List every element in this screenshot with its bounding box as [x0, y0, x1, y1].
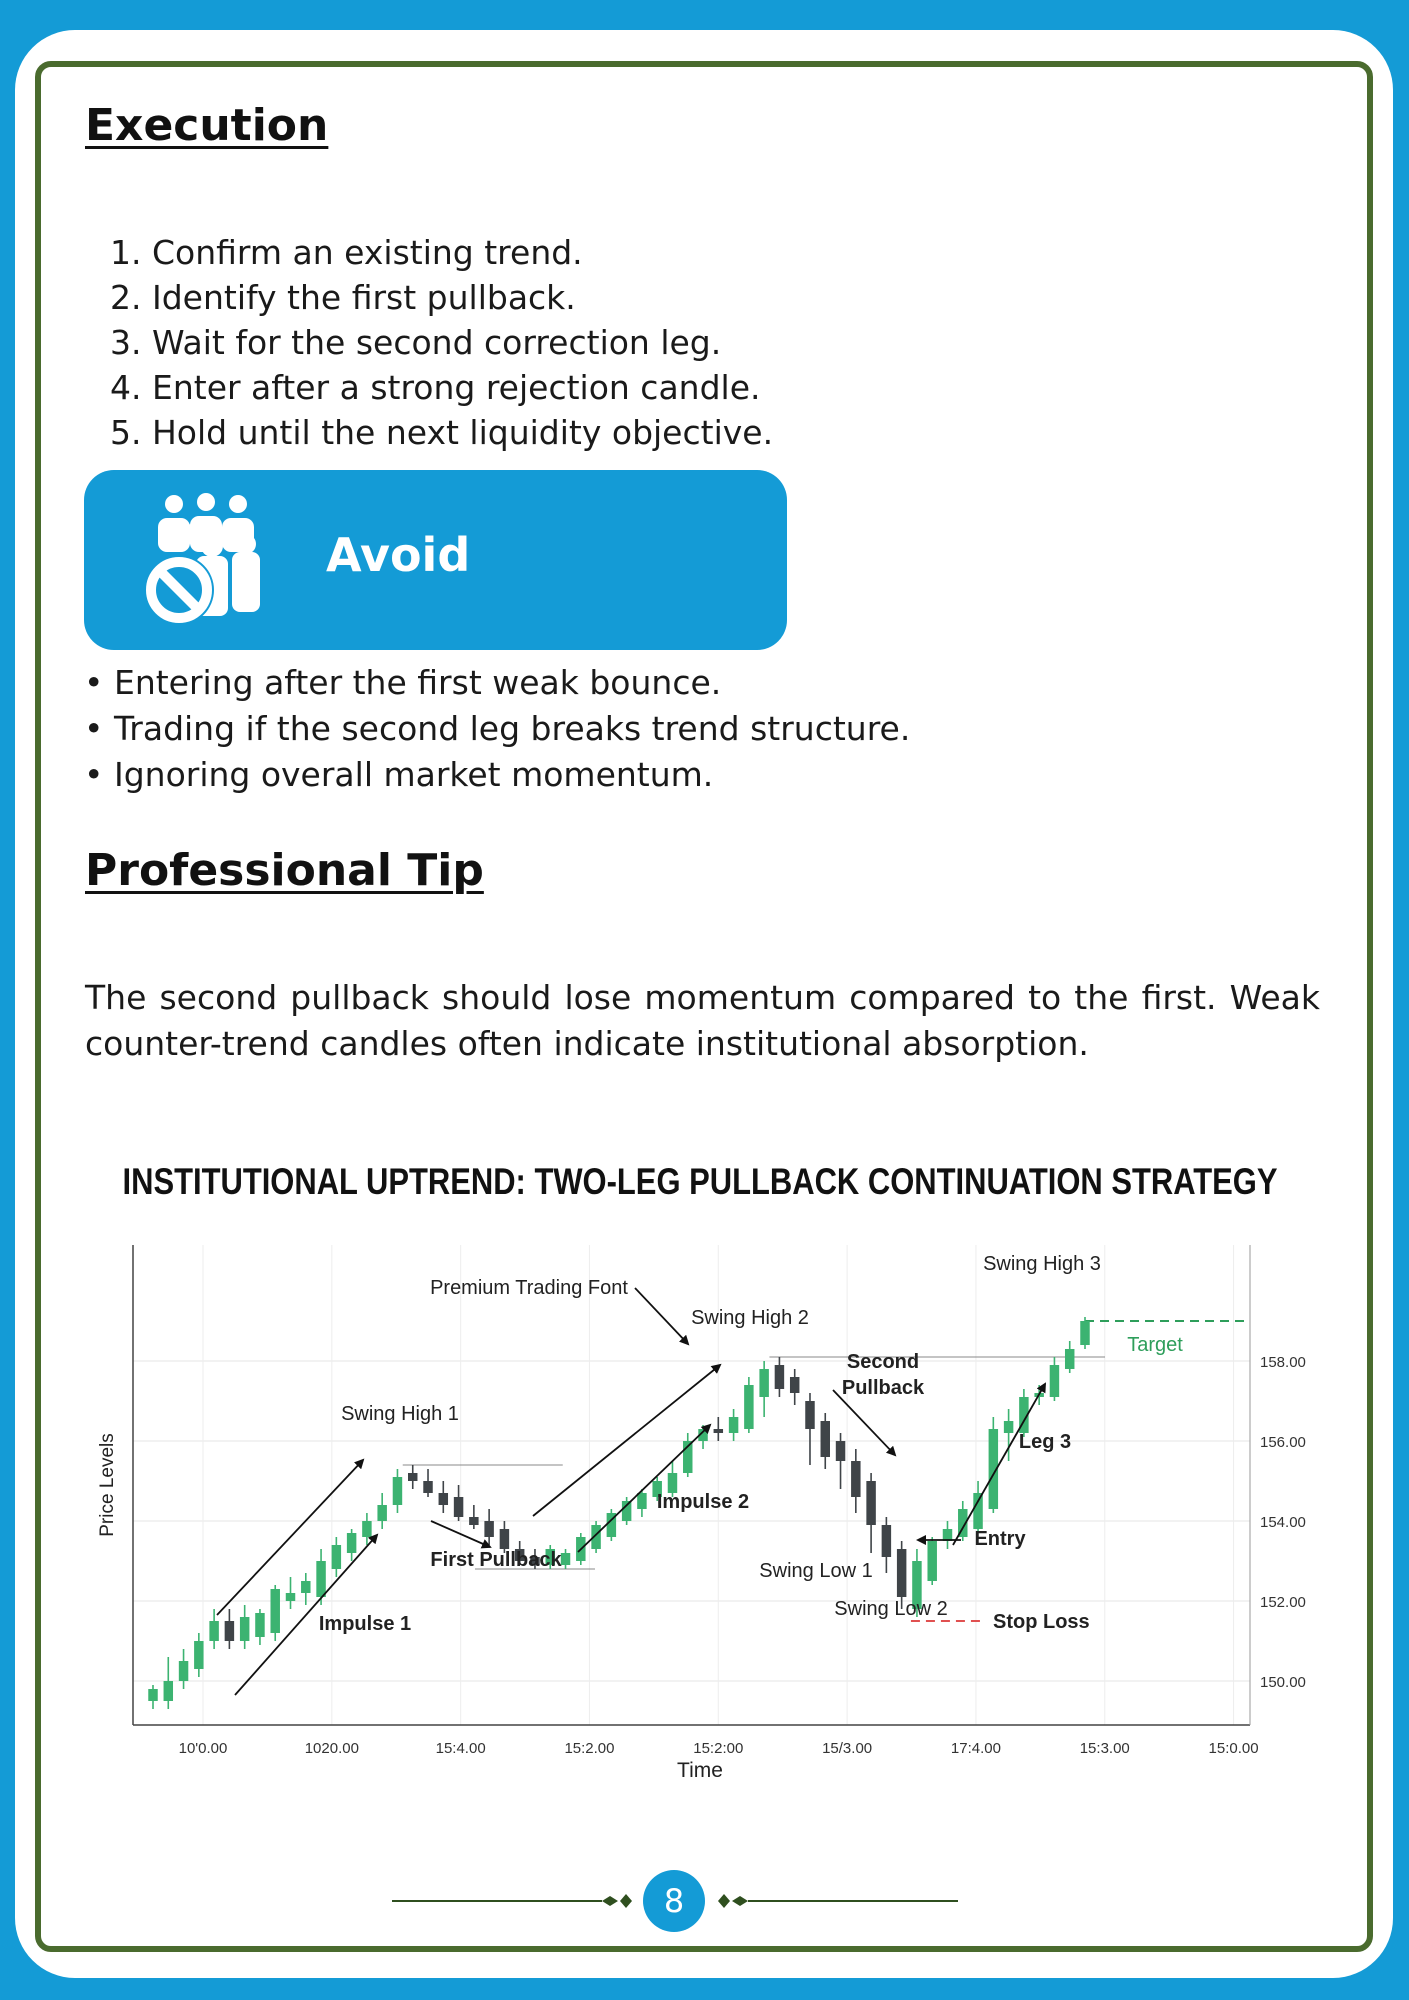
candle-body — [637, 1493, 646, 1509]
candle-body — [194, 1641, 203, 1669]
candle-body — [347, 1533, 356, 1553]
avoid-list — [84, 660, 910, 798]
candle-bearish — [469, 1505, 478, 1529]
level-label-stop: Stop Loss — [993, 1611, 1090, 1633]
candle-body — [423, 1481, 432, 1493]
candle-bearish — [866, 1473, 875, 1553]
candle-body — [1065, 1349, 1074, 1369]
candle-bullish — [316, 1549, 325, 1605]
candle-bullish — [1080, 1317, 1089, 1349]
y-axis-label: Price Levels — [97, 1433, 118, 1537]
candle-body — [316, 1561, 325, 1597]
annotation-swing-low-2: Swing Low 2 — [834, 1598, 948, 1620]
candle-body — [744, 1385, 753, 1429]
candle-bearish — [775, 1357, 784, 1397]
candle-body — [973, 1493, 982, 1529]
avoid-item-text: Ignoring overall market momentum. — [113, 755, 714, 794]
candle-bullish — [301, 1573, 310, 1605]
candle-body — [332, 1545, 341, 1569]
avoid-item: • Ignoring overall market momentum. — [84, 755, 714, 794]
candle-body — [377, 1505, 386, 1521]
candle-body — [286, 1593, 295, 1601]
chart-levels — [403, 1321, 1250, 1633]
candle-body — [821, 1421, 830, 1457]
candle-bearish — [454, 1485, 463, 1521]
step-item: 5. Hold until the next liquidity objective. — [110, 413, 774, 452]
candle-body — [714, 1429, 723, 1433]
candle-body — [561, 1553, 570, 1565]
strategy-chart — [75, 1125, 1333, 1815]
x-tick-label: 15:3.00 — [1079, 1740, 1130, 1757]
candle-body — [729, 1417, 738, 1433]
annotation-impulse-1: Impulse 1 — [318, 1613, 412, 1635]
chart-svg — [75, 1125, 1333, 1815]
candle-body — [408, 1473, 417, 1481]
x-tick-label: 15:2.00 — [564, 1740, 615, 1757]
candle-body — [500, 1529, 509, 1549]
arrow-impulse-2b — [578, 1425, 710, 1552]
candle-bullish — [179, 1649, 188, 1689]
candle-bullish — [194, 1633, 203, 1677]
annotation-second-pullback — [842, 1351, 925, 1399]
candle-body — [836, 1441, 845, 1461]
candle-bearish — [408, 1465, 417, 1489]
candle-body — [897, 1549, 906, 1597]
y-tick-label: 150.00 — [1260, 1674, 1306, 1691]
step-text: Confirm an existing trend. — [151, 233, 583, 272]
page-footer — [392, 1870, 958, 1930]
candle-bullish — [148, 1685, 157, 1709]
tip-paragraph: The second pullback should lose momentum compared to the first. Weak counter-trend candles often indicate institutional absorption. — [85, 978, 1320, 1063]
candle-bearish — [439, 1481, 448, 1513]
candle-body — [484, 1521, 493, 1537]
candle-bullish — [943, 1521, 952, 1549]
avoid-item: • Entering after the first weak bounce. — [84, 663, 722, 702]
execution-heading: Execution — [85, 100, 329, 151]
annotation-swing-low-1: Swing Low 1 — [759, 1560, 873, 1582]
second-pullback-line: Second — [846, 1351, 920, 1373]
candle-bullish — [255, 1609, 264, 1645]
candle-bullish — [927, 1537, 936, 1585]
candle-body — [1080, 1321, 1089, 1345]
candle-bearish — [882, 1517, 891, 1573]
annotation-swing-high-2: Swing High 2 — [691, 1307, 809, 1329]
candle-body — [668, 1473, 677, 1493]
avoid-item-text: Trading if the second leg breaks trend structure. — [113, 709, 911, 748]
page-number-badge: 8 — [643, 1870, 705, 1932]
avoid-item-text: Entering after the first weak bounce. — [113, 663, 722, 702]
annotation-leg-3: Leg 3 — [1018, 1431, 1072, 1453]
candle-bullish — [347, 1529, 356, 1561]
candle-bullish — [1050, 1357, 1059, 1401]
y-tick-label: 154.00 — [1260, 1514, 1306, 1531]
candle-body — [439, 1493, 448, 1505]
candle-bullish — [240, 1605, 249, 1649]
candle-bullish — [332, 1537, 341, 1577]
candle-body — [927, 1541, 936, 1581]
candle-bullish — [729, 1409, 738, 1441]
candle-body — [270, 1589, 279, 1633]
x-tick-label: 17:4.00 — [950, 1740, 1001, 1757]
annotation-entry: Entry — [974, 1528, 1026, 1550]
annotation-swing-high-3: Swing High 3 — [983, 1253, 1101, 1275]
x-tick-label: 10'0.00 — [178, 1740, 228, 1757]
x-tick-label: 15:2:00 — [693, 1740, 744, 1757]
candle-body — [805, 1401, 814, 1429]
x-tick-label: 15:0.00 — [1208, 1740, 1259, 1757]
candle-bullish — [989, 1417, 998, 1513]
step-text: Hold until the next liquidity objective. — [151, 413, 774, 452]
candle-body — [851, 1461, 860, 1497]
candle-body — [454, 1497, 463, 1517]
candle-bullish — [683, 1433, 692, 1477]
candle-body — [225, 1621, 234, 1641]
candle-bullish — [270, 1585, 279, 1641]
candle-bullish — [164, 1657, 173, 1709]
candle-body — [393, 1477, 402, 1505]
step-text: Wait for the second correction leg. — [151, 323, 722, 362]
tip-heading: Professional Tip — [85, 845, 484, 896]
candle-bearish — [790, 1369, 799, 1405]
candle-body — [469, 1517, 478, 1525]
candle-body — [790, 1377, 799, 1393]
candle-bullish — [759, 1361, 768, 1417]
arrow-premium — [635, 1288, 688, 1344]
candle-bullish — [1065, 1341, 1074, 1373]
step-item: 3. Wait for the second correction leg. — [110, 323, 722, 362]
candle-body — [255, 1613, 264, 1637]
candle-body — [1004, 1421, 1013, 1433]
candle-body — [362, 1521, 371, 1537]
candle-body — [164, 1681, 173, 1701]
candle-bullish — [561, 1549, 570, 1569]
step-text: Enter after a strong rejection candle. — [151, 368, 761, 407]
candle-bullish — [607, 1509, 616, 1541]
candle-bullish — [377, 1493, 386, 1529]
candle-bearish — [423, 1469, 432, 1497]
level-label-target: Target — [1127, 1334, 1183, 1356]
y-tick-label: 158.00 — [1260, 1354, 1306, 1371]
candle-bullish — [286, 1577, 295, 1609]
avoid-banner — [84, 470, 787, 650]
candle-body — [775, 1365, 784, 1389]
candle-bearish — [821, 1413, 830, 1469]
annotation-first-pullback: First Pullback — [430, 1549, 562, 1571]
candle-bearish — [714, 1417, 723, 1441]
x-tick-label: 15/3.00 — [822, 1740, 873, 1757]
avoid-item: • Trading if the second leg breaks trend structure. — [84, 709, 911, 748]
chart-annotations — [217, 1253, 1101, 1695]
x-tick-label: 1020.00 — [304, 1740, 359, 1757]
step-text: Identify the first pullback. — [151, 278, 576, 317]
candle-body — [882, 1525, 891, 1557]
step-item: 4. Enter after a strong rejection candle. — [110, 368, 761, 407]
group-prohibited-icon — [134, 492, 284, 632]
candle-body — [866, 1481, 875, 1525]
candle-bearish — [851, 1449, 860, 1513]
annotation-premium-font: Premium Trading Font — [430, 1277, 628, 1299]
candle-bullish — [744, 1377, 753, 1433]
candle-bullish — [362, 1513, 371, 1545]
y-tick-label: 152.00 — [1260, 1594, 1306, 1611]
candle-body — [148, 1689, 157, 1701]
step-item: 1. Confirm an existing trend. — [110, 233, 583, 272]
candle-bearish — [225, 1609, 234, 1649]
candle-bearish — [484, 1509, 493, 1545]
candle-body — [301, 1581, 310, 1593]
candle-body — [240, 1617, 249, 1641]
candle-bearish — [805, 1393, 814, 1465]
candle-bullish — [393, 1469, 402, 1513]
annotation-impulse-2: Impulse 2 — [656, 1491, 750, 1513]
avoid-title: Avoid — [326, 528, 471, 582]
candle-bullish — [1019, 1389, 1028, 1437]
x-axis-label: Time — [677, 1759, 723, 1782]
x-tick-label: 15:4.00 — [435, 1740, 486, 1757]
candle-body — [1050, 1365, 1059, 1397]
candle-body — [209, 1621, 218, 1641]
candle-body — [759, 1369, 768, 1397]
annotation-swing-high-1: Swing High 1 — [341, 1403, 459, 1425]
second-pullback-line: Pullback — [841, 1377, 925, 1399]
execution-steps — [110, 230, 773, 455]
candle-body — [179, 1661, 188, 1681]
step-item: 2. Identify the first pullback. — [110, 278, 576, 317]
candle-bearish — [836, 1433, 845, 1489]
chart-title: INSTITUTIONAL UPTREND: TWO-LEG PULLBACK CONTINUATION STRATEGY — [122, 1161, 1278, 1202]
y-tick-label: 156.00 — [1260, 1434, 1306, 1451]
